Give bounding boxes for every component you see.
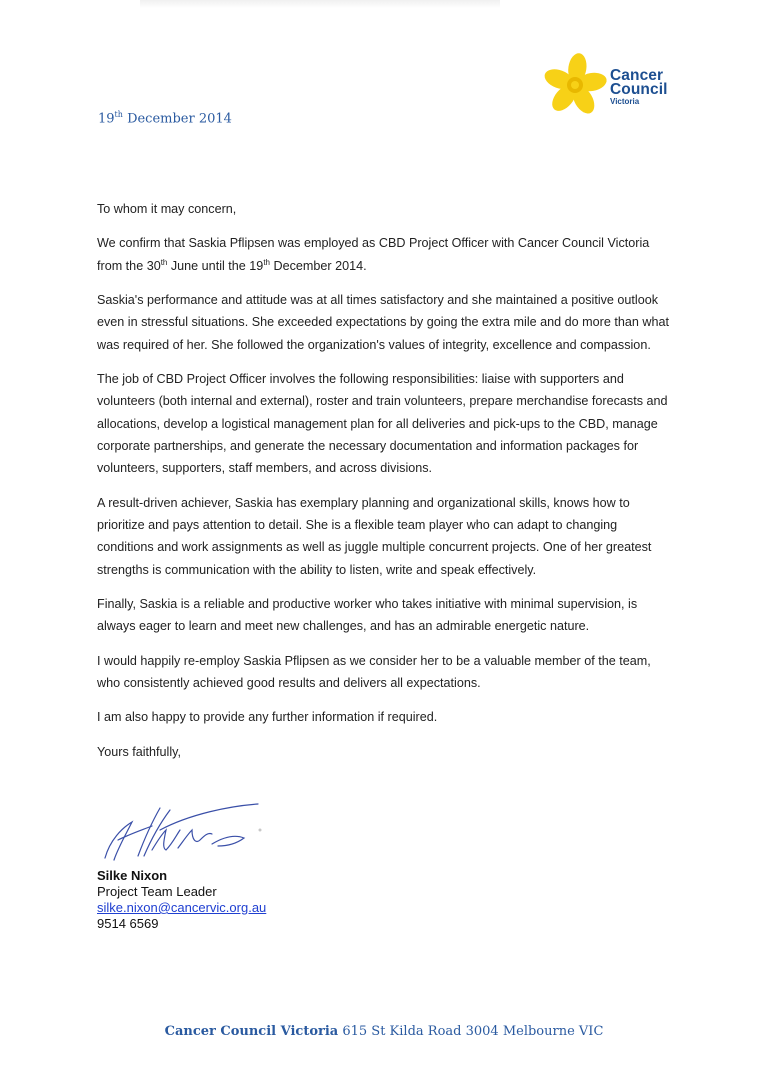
paragraph-further-info: I am also happy to provide any further information if required. [97,710,438,725]
paragraph-responsibilities: The job of CBD Project Officer involves the following responsibilities: liaise with supporters and volunteers (both internal and external), roster and train volunteers, prepare merchandise forecasts and allocations, develop a logistical management plan for all deliveries and pick-ups to the CBD, manage corporate partnerships, and generate the necessary documentation and information packages for volunteers, supporters, staff members, and across divisions. [97,371,668,476]
daffodil-icon [540,50,610,120]
paragraph-reemploy: I would happily re-employ Saskia Pflipsen as we consider her to be a valuable member of the team, who consistently achieved good results and delivers all expectations. [97,653,651,691]
p1-sup-1: th [160,257,168,267]
signer-email-link[interactable]: silke.nixon@cancervic.org.au [97,900,267,915]
signer-block [97,868,266,932]
handwritten-signature [100,800,270,868]
paragraph-skills: A result-driven achiever, Saskia has exemplary planning and organizational skills, knows how to prioritize and pays attention to detail. She is a flexible team player who can adapt to changing conditions and work assignments as well as juggle multiple concurrent projects. One of her greatest strengths is communication with the ability to listen, write and speak effectively. [97,495,652,577]
p1-text-c: December 2014. [269,258,367,273]
signer-phone: 9514 6569 [97,916,159,931]
logo-line-cancer: Cancer [610,67,664,84]
paragraph-performance: Saskia's performance and attitude was at all times satisfactory and she maintained a positive outlook even in stressful situations. She exceeded expectations by going the extra mile and do more than what was required of her. She followed the organization's values of integrity, excellence and compassion. [97,292,669,352]
logo-wordmark [610,69,668,107]
letter-body [97,198,677,775]
signer-title: Project Team Leader [97,884,217,899]
letter-date [98,110,232,126]
p1-text-a: We confirm that Saskia Pflipsen was employed as CBD Project Officer with Cancer Council Victoria from the 30 [97,236,650,273]
closing: Yours faithfully, [97,744,182,759]
p1-text-b: June until the 19 [167,258,264,273]
logo-line-council: Council [610,81,668,98]
date-rest: December 2014 [127,111,232,127]
signer-name: Silke Nixon [97,868,168,883]
p1-sup-2: th [263,257,270,267]
paragraph-employment [97,232,677,277]
footer-org: Cancer Council Victoria [164,1024,339,1039]
date-day: 19 [98,111,115,127]
paragraph-reliability: Finally, Saskia is a reliable and productive worker who takes initiative with minimal supervision, is always eager to learn and meet new challenges, and has an admirable energetic nature. [97,597,638,634]
cancer-council-logo [540,50,680,120]
scan-shadow [140,0,500,8]
greeting: To whom it may concern, [97,202,237,216]
footer-street: 615 St Kilda Road 3004 Melbourne VIC [338,1024,604,1039]
footer-address [0,1024,768,1039]
logo-line-victoria: Victoria [610,97,640,106]
date-suffix: th [114,110,123,119]
